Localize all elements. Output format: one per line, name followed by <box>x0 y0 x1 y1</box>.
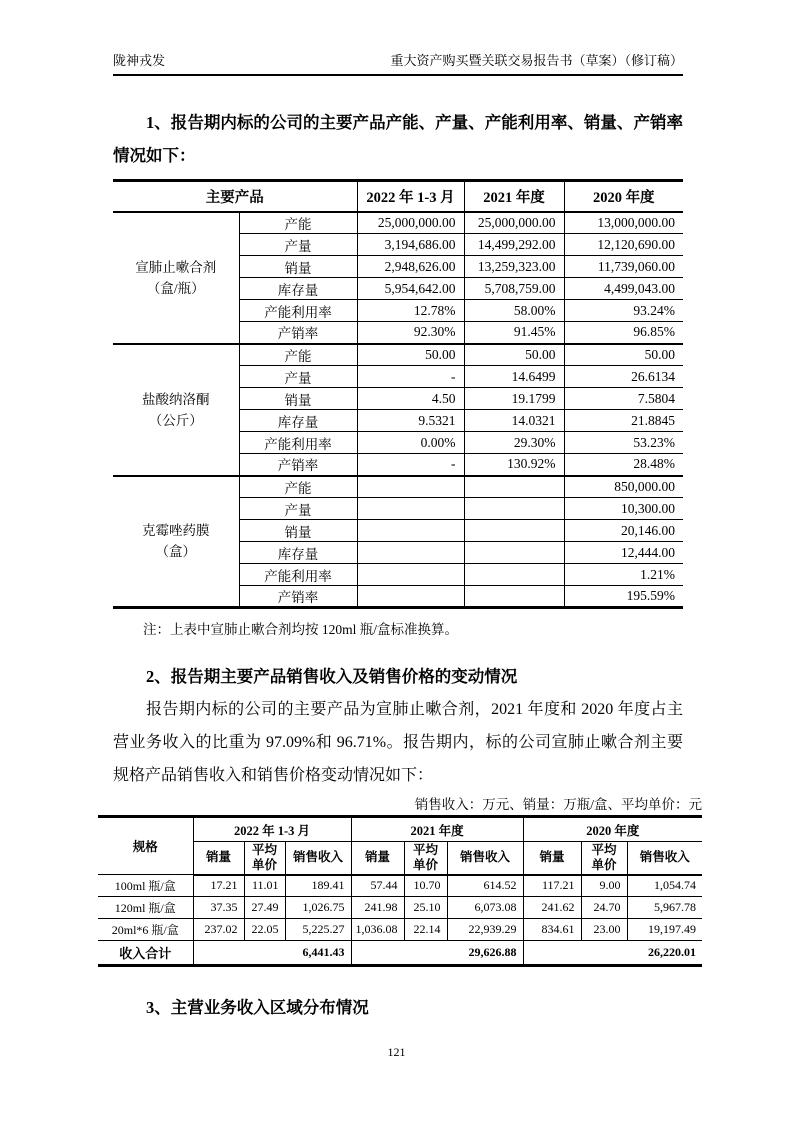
value-cell <box>464 476 564 498</box>
table-row <box>98 897 702 919</box>
value-cell: 14.6499 <box>464 366 564 388</box>
product-name: 克霉唑药膜 <box>142 523 210 539</box>
col-header-product: 主要产品 <box>113 181 357 212</box>
value-cell <box>464 564 564 586</box>
metric-cell: 产能 <box>239 476 357 498</box>
value-cell: 20,146.00 <box>564 520 683 542</box>
product-name: 盐酸纳洛酮 <box>142 391 210 407</box>
section-1-heading: 1、报告期内标的公司的主要产品产能、产量、产能利用率、销量、产销率情况如下： <box>113 113 683 165</box>
product-name-cell <box>113 212 239 344</box>
product-unit: （公斤） <box>148 412 203 428</box>
value-cell <box>357 476 464 498</box>
value-cell: 14,499,292.00 <box>464 234 564 256</box>
value-cell: 241.62 <box>523 897 581 919</box>
value-cell: 3,194,686.00 <box>357 234 464 256</box>
total-row <box>98 941 702 966</box>
metric-cell: 销量 <box>239 388 357 410</box>
col-header-revenue: 销售收入 <box>285 842 351 875</box>
metric-cell: 产量 <box>239 498 357 520</box>
value-cell: 57.44 <box>351 875 404 897</box>
value-cell: 13,259,323.00 <box>464 256 564 278</box>
value-cell: 4.50 <box>357 388 464 410</box>
value-cell: 10,300.00 <box>564 498 683 520</box>
metric-cell: 产能利用率 <box>239 564 357 586</box>
col-header-2022: 2022 年 1-3 月 <box>357 181 464 212</box>
value-cell: 26.6134 <box>564 366 683 388</box>
table-row <box>98 919 702 941</box>
value-cell: 195.59% <box>564 586 683 608</box>
col-header-revenue: 销售收入 <box>447 842 523 875</box>
value-cell: 28.48% <box>564 454 683 476</box>
product-name-cell <box>113 476 239 608</box>
col-header-revenue: 销售收入 <box>627 842 702 875</box>
metric-cell: 产销率 <box>239 454 357 476</box>
product-unit: （盒） <box>155 544 196 560</box>
table-row <box>98 875 702 897</box>
value-cell: 850,000.00 <box>564 476 683 498</box>
value-cell: 19.1799 <box>464 388 564 410</box>
value-cell: 29.30% <box>464 432 564 454</box>
value-cell: 22.14 <box>404 919 447 941</box>
product-name-cell <box>113 344 239 476</box>
col-header-avg-price: 平均 单价 <box>581 842 627 875</box>
value-cell: 5,967.78 <box>627 897 702 919</box>
value-cell: 1,036.08 <box>351 919 404 941</box>
value-cell: 53.23% <box>564 432 683 454</box>
col-header-qty: 销量 <box>351 842 404 875</box>
col-header-qty: 销量 <box>523 842 581 875</box>
value-cell: 91.45% <box>464 322 564 344</box>
metric-cell: 产能 <box>239 212 357 234</box>
value-cell: 9.5321 <box>357 410 464 432</box>
col-header-2020: 2020 年度 <box>523 817 702 842</box>
value-cell: 5,708,759.00 <box>464 278 564 300</box>
value-cell: 22.05 <box>244 919 285 941</box>
value-cell: 58.00% <box>464 300 564 322</box>
value-cell: 37.35 <box>193 897 244 919</box>
value-cell: 241.98 <box>351 897 404 919</box>
value-cell: 17.21 <box>193 875 244 897</box>
value-cell: 1,026.75 <box>285 897 351 919</box>
value-cell <box>464 520 564 542</box>
value-cell: 93.24% <box>564 300 683 322</box>
sales-table <box>98 815 702 967</box>
metric-cell: 库存量 <box>239 410 357 432</box>
col-header-avg-price: 平均 单价 <box>404 842 447 875</box>
header-report-title: 重大资产购买暨关联交易报告书（草案）（修订稿） <box>390 53 683 68</box>
col-header-spec: 规格 <box>98 817 193 875</box>
value-cell: 11,739,060.00 <box>564 256 683 278</box>
page-number: 121 <box>387 1045 406 1059</box>
value-cell: 1,054.74 <box>627 875 702 897</box>
value-cell: 10.70 <box>404 875 447 897</box>
value-cell <box>464 586 564 608</box>
value-cell <box>464 498 564 520</box>
metric-cell: 产能利用率 <box>239 432 357 454</box>
total-value-cell: 6,441.43 <box>193 941 351 966</box>
value-cell: 189.41 <box>285 875 351 897</box>
value-cell: 12,120,690.00 <box>564 234 683 256</box>
value-cell <box>357 564 464 586</box>
value-cell: 4,499,043.00 <box>564 278 683 300</box>
table-note: 注：上表中宣肺止嗽合剂均按 120ml 瓶/盒标准换算。 <box>143 622 459 637</box>
value-cell: 5,225.27 <box>285 919 351 941</box>
col-header-2021: 2021 年度 <box>464 181 564 212</box>
product-unit: （盒/瓶） <box>146 280 205 296</box>
value-cell: 21.8845 <box>564 410 683 432</box>
value-cell: 92.30% <box>357 322 464 344</box>
page-header <box>113 0 683 76</box>
section-2-paragraph: 报告期内标的公司的主要产品为宣肺止嗽合剂，2021 年度和 2020 年度占主营业务收入的比重为 97.09%和 96.71%。报告期内，标的公司宣肺止嗽合剂主要规格产品销售收入和销售价格变动情况如下： <box>113 701 683 784</box>
value-cell: 25,000,000.00 <box>464 212 564 234</box>
units-note: 销售收入：万元、销量：万瓶/盒、平均单价：元 <box>414 797 702 812</box>
spec-cell: 20ml*6 瓶/盒 <box>98 919 193 941</box>
col-header-2022: 2022 年 1-3 月 <box>193 817 351 842</box>
col-header-2020: 2020 年度 <box>564 181 683 212</box>
value-cell: 25.10 <box>404 897 447 919</box>
value-cell: 0.00% <box>357 432 464 454</box>
total-label-cell: 收入合计 <box>98 941 193 966</box>
value-cell: 50.00 <box>564 344 683 366</box>
value-cell: 12.78% <box>357 300 464 322</box>
table-header-row <box>113 181 683 212</box>
value-cell: 834.61 <box>523 919 581 941</box>
metric-cell: 产销率 <box>239 322 357 344</box>
production-table <box>113 179 683 609</box>
value-cell: - <box>357 454 464 476</box>
value-cell: 13,000,000.00 <box>564 212 683 234</box>
value-cell <box>357 586 464 608</box>
table-header-row <box>98 817 702 842</box>
value-cell: 7.5804 <box>564 388 683 410</box>
value-cell: - <box>357 366 464 388</box>
value-cell: 9.00 <box>581 875 627 897</box>
value-cell: 117.21 <box>523 875 581 897</box>
total-value-cell: 26,220.01 <box>523 941 702 966</box>
value-cell: 24.70 <box>581 897 627 919</box>
value-cell: 11.01 <box>244 875 285 897</box>
spec-cell: 120ml 瓶/盒 <box>98 897 193 919</box>
value-cell: 6,073.08 <box>447 897 523 919</box>
col-header-qty: 销量 <box>193 842 244 875</box>
value-cell <box>357 542 464 564</box>
value-cell: 14.0321 <box>464 410 564 432</box>
metric-cell: 产能 <box>239 344 357 366</box>
header-company-name: 陇神戎发 <box>113 53 166 68</box>
metric-cell: 产量 <box>239 234 357 256</box>
metric-cell: 产量 <box>239 366 357 388</box>
value-cell: 1.21% <box>564 564 683 586</box>
table-row <box>113 212 683 234</box>
col-header-2021: 2021 年度 <box>351 817 523 842</box>
spec-cell: 100ml 瓶/盒 <box>98 875 193 897</box>
value-cell: 237.02 <box>193 919 244 941</box>
table-row <box>113 476 683 498</box>
value-cell <box>357 520 464 542</box>
product-name: 宣肺止嗽合剂 <box>135 259 217 275</box>
value-cell: 2,948,626.00 <box>357 256 464 278</box>
metric-cell: 产销率 <box>239 586 357 608</box>
value-cell <box>357 498 464 520</box>
value-cell: 27.49 <box>244 897 285 919</box>
metric-cell: 库存量 <box>239 278 357 300</box>
sales-table-block <box>98 795 702 967</box>
total-value-cell: 29,626.88 <box>351 941 523 966</box>
value-cell: 12,444.00 <box>564 542 683 564</box>
section-3-heading: 3、主营业务收入区域分布情况 <box>146 998 369 1017</box>
metric-cell: 库存量 <box>239 542 357 564</box>
col-header-avg-price: 平均 单价 <box>244 842 285 875</box>
value-cell: 50.00 <box>357 344 464 366</box>
value-cell: 50.00 <box>464 344 564 366</box>
metric-cell: 销量 <box>239 256 357 278</box>
value-cell: 96.85% <box>564 322 683 344</box>
section-2-heading: 2、报告期主要产品销售收入及销售价格的变动情况 <box>146 667 518 686</box>
value-cell: 614.52 <box>447 875 523 897</box>
value-cell: 5,954,642.00 <box>357 278 464 300</box>
value-cell: 19,197.49 <box>627 919 702 941</box>
table-row <box>113 344 683 366</box>
value-cell: 25,000,000.00 <box>357 212 464 234</box>
value-cell <box>464 542 564 564</box>
metric-cell: 产能利用率 <box>239 300 357 322</box>
value-cell: 23.00 <box>581 919 627 941</box>
metric-cell: 销量 <box>239 520 357 542</box>
value-cell: 22,939.29 <box>447 919 523 941</box>
value-cell: 130.92% <box>464 454 564 476</box>
